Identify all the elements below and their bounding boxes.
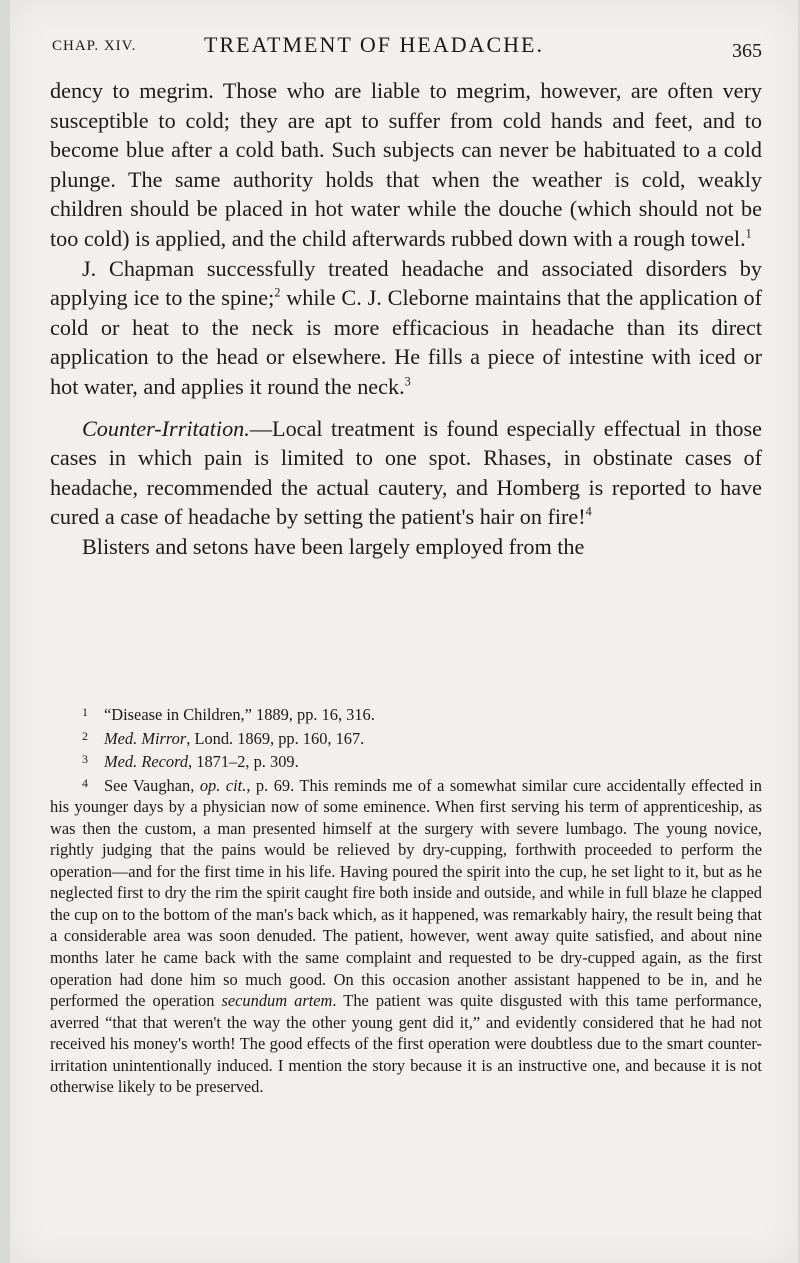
paragraph-1: dency to megrim. Those who are liable to megrim, however, are often very susceptible to cold; they are apt to suffer from cold hands and feet, and to become blue after a cold bath. Such subjects can never be habituated to a cold plunge. The same authority holds that when the weather is cold, weakly children should be placed in hot water while the douche (which should not be too cold) is applied, and the child afterwards rubbed down with a rough towel.$^1$ bbox=[50, 78, 762, 251]
footnotes bbox=[50, 702, 762, 1098]
book-page bbox=[10, 0, 798, 1263]
footnote-3: 3 Med. Record, 1871–2, p. 309. bbox=[82, 752, 299, 772]
body-text bbox=[50, 76, 762, 562]
footnote-2: 2 Med. Mirror, Lond. 1869, pp. 160, 167. bbox=[82, 728, 365, 748]
section-heading: Counter-Irritation. bbox=[82, 415, 250, 441]
paragraph-2: J. Chapman successfully treated headache and associated disorders by applying ice to the spine;$^2$ while C. J. Cleborne maintains that the application of cold or heat to the neck is more efficacious in headache than its direct application to the head or elsewhere. He fills a piece of intestine with iced or hot water, and applies it round the neck.$^3$ bbox=[50, 255, 762, 399]
footnote-1: 1 “Disease in Children,” 1889, pp. 16, 316. bbox=[82, 705, 375, 724]
paragraph-3: Counter-Irritation.—Local treatment is found especially effectual in those cases in which pain is limited to one spot. Rhases, in obstinate cases of headache, recommended the actual cautery, and Homberg is reported to have cured a case of headache by setting the patient's hair on fire!$^4$ bbox=[50, 415, 762, 530]
footnote-ref-4: 4 bbox=[585, 504, 592, 519]
footnote-4: 4 See Vaughan, op. cit., p. 69. This reminds me of a somewhat similar cure accidentally effected in his younger days by a physician now of some eminence. When first serving his term of apprenticeship, as was then the custom, a man presented himself at the surgery with severe lumbago. The young novice, rightly judging that the pains would be relieved by dry-cupping, forthwith proceeded to perform the operation—and for the first time in his life. Having poured the spirit into the cup, he set light to it, but as he neglected first to dry the rim the spirit caught fire both inside and outside, and while in full blaze he clapped the cup on to the bottom of the man's back which, as it happened, was remarkably hairy, the result being that a considerable area was soon denuded. The patient, however, went away quite satisfied, and about nine months later he came back with the same complaint and requested to be dry-cupped again, as the first operation had done him so much good. On this occasion another assistant happened to be in, and he performed the operation secundum artem. The patient was quite disgusted with this tame performance, averred “that that weren't the way the other young gent did it,” and evidently considered that he had not received his money's worth! The good effects of the first operation were doubtless due to the smart counter-irritation unintentionally induced. I mention the story because it is an instructive one, and because it is not otherwise likely to be preserved. bbox=[50, 775, 763, 1097]
footnote-ref-1: 1 bbox=[745, 226, 752, 241]
footnote-ref-3: 3 bbox=[404, 374, 411, 389]
running-head bbox=[52, 30, 762, 64]
paragraph-4: Blisters and setons have been largely employed from the bbox=[82, 533, 585, 559]
footnote-ref-2: 2 bbox=[274, 285, 281, 300]
running-title: TREATMENT OF HEADACHE. bbox=[204, 32, 544, 57]
chapter-label: CHAP. XIV. bbox=[52, 38, 137, 54]
page-number: 365 bbox=[732, 40, 762, 62]
